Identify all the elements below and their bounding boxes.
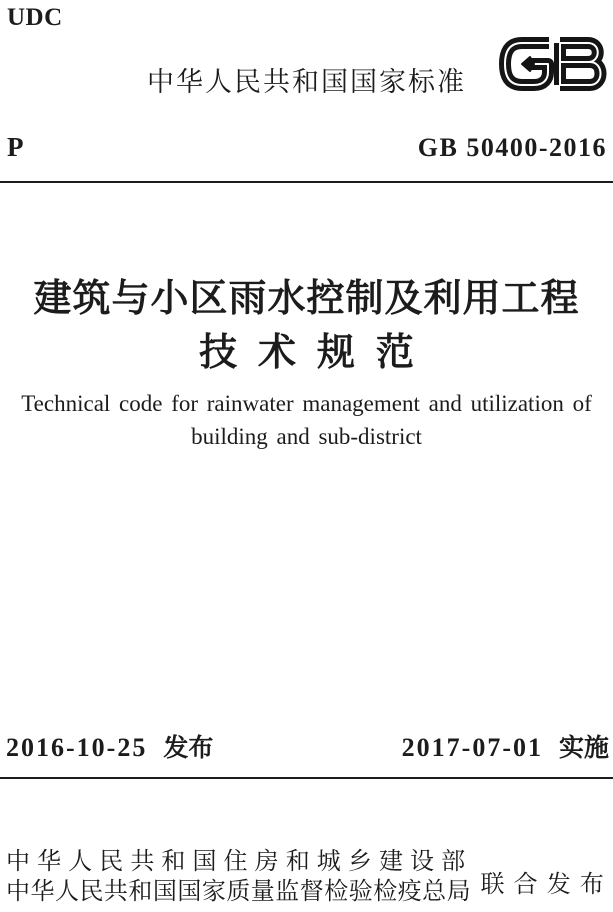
classification-row	[7, 132, 607, 163]
dates-row	[6, 728, 609, 764]
document-class: P	[7, 132, 24, 162]
gb-logo	[498, 30, 610, 98]
udc-label: UDC	[7, 4, 63, 31]
implementation-date: 2017-07-01	[401, 733, 543, 762]
title-en-line2: building and sub-district	[191, 424, 422, 449]
publisher-line1: 中华人民共和国住房和城乡建设部	[6, 848, 473, 875]
issue-date-group	[6, 728, 213, 764]
top-rule	[0, 181, 613, 183]
gb-logo-text	[610, 30, 611, 31]
gb-logo-icon	[498, 30, 610, 98]
title-en-line1: Technical code for rainwater management and utilization of	[21, 391, 592, 416]
title-zh-line1: 建筑与小区雨水控制及利用工程	[33, 278, 580, 320]
publisher-line2: 中华人民共和国国家质量监督检验检疫总局	[6, 878, 472, 905]
publishers-block	[6, 847, 472, 907]
issue-date-label: 发布	[163, 734, 214, 762]
implementation-date-group	[402, 728, 609, 764]
issue-date: 2016-10-25	[6, 733, 148, 762]
standard-number: GB 50400-2016	[417, 133, 607, 162]
joint-release-label: 联合发布	[480, 871, 613, 898]
standard-category-heading: 中华人民共和国国家标准	[147, 67, 466, 97]
title-zh-line2: 技术规范	[199, 332, 435, 374]
implementation-date-label: 实施	[558, 734, 609, 762]
bottom-rule	[0, 777, 613, 779]
